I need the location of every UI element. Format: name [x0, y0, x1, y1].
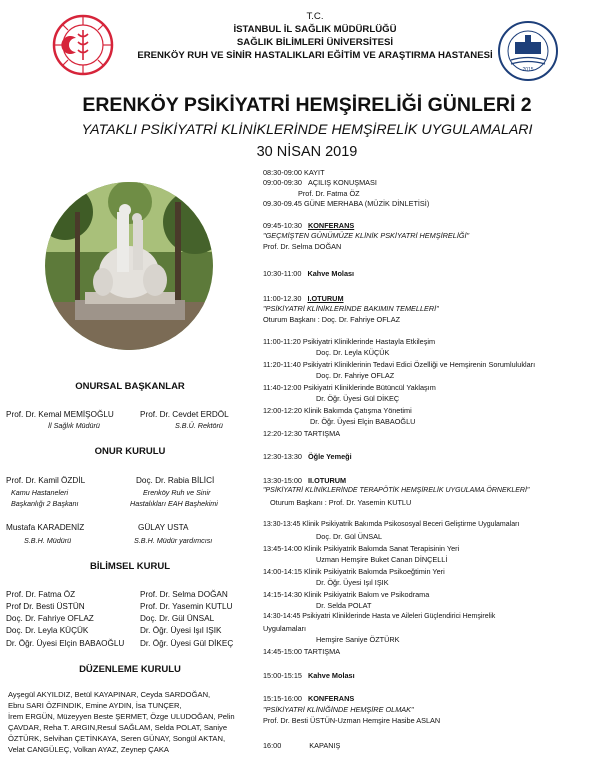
sched-item-2-speaker: Doç. Dr. Fahriye OFLAZ	[316, 371, 395, 380]
onur-name-1: Prof. Dr. Kamil ÖZDİL	[6, 476, 86, 485]
onursal-title: ONURSAL BAŞKANLAR	[75, 381, 185, 392]
duzenleme-line-3: İrem ERGÜN, Müzeyyen Beste ŞERMET, Özge ULUDOĞAN, Pelin	[8, 712, 235, 721]
sched-oturum-2-time: 13:30-15:00	[263, 476, 302, 485]
sched-acilis	[263, 178, 377, 187]
sched-item-9-speaker: Hemşire Saniye ÖZTÜRK	[316, 635, 400, 644]
sched-konferans-1-time: 09:45-10:30	[263, 221, 302, 230]
sched-item-5-speaker: Doç. Dr. Gül ÜNSAL	[316, 532, 383, 541]
sched-item-1-speaker: Doç. Dr. Leyla KÜÇÜK	[316, 348, 390, 357]
onur-role-2b: Hastalıkları EAH Başhekimi	[130, 499, 218, 508]
sched-item-5: 13:30-13:45 Klinik Psikiyatrik Bakımda Psikososyal Beceri Geliştirme Uygulamaları	[263, 521, 520, 528]
statue-photo	[45, 182, 213, 350]
sched-kapanis	[263, 741, 340, 750]
page-subtitle: YATAKLI PSİKİYATRİ KLİNİKLERİNDE HEMŞİRELİK UYGULAMALARI	[81, 122, 533, 138]
sched-oturum-1-label: I.OTURUM	[307, 294, 344, 303]
onur-name-4: GÜLAY USTA	[138, 523, 189, 532]
sched-item-6-speaker: Uzman Hemşire Buket Canan DİNÇELLİ	[316, 555, 448, 564]
duzenleme-title: DÜZENLEME KURULU	[79, 664, 181, 675]
bilimsel-right-1: Prof. Dr. Selma DOĞAN	[140, 590, 228, 599]
onursal-name-2: Prof. Dr. Cevdet ERDÖL	[140, 410, 229, 419]
sched-acilis-time: 09:00-09:30	[263, 178, 302, 187]
sched-konferans-1-label: KONFERANS	[307, 221, 355, 230]
sched-oturum-2-label: II.OTURUM	[307, 476, 347, 485]
sched-oturum-2	[263, 476, 346, 485]
onur-role-3: S.B.H. Müdürü	[24, 536, 72, 545]
duzenleme-line-4: ÇAVDAR, Reha T. ARGIN,Resul SAĞLAM, Selda POLAT, Saniye	[8, 723, 228, 732]
sched-ogle-time: 12:30-13:30	[263, 452, 302, 461]
sched-ogle-label: Öğle Yemeği	[307, 452, 352, 461]
sched-tartisma-2: 14:45-15:00 TARTIŞMA	[263, 647, 341, 656]
sched-item-6: 13:45-14:00 Klinik Psikiyatrik Bakımda Sanat Terapisinin Yeri	[263, 544, 460, 553]
sched-item-1: 11:00-11:20 Psikiyatri Kliniklerinde Hastayla Etkileşim	[263, 337, 436, 346]
left-logo	[52, 14, 114, 76]
sched-item-9: 14:30-14:45 Psikiyatri Kliniklerinde Hasta ve Aileleri Güçlendirici Hemşirelik	[263, 613, 496, 620]
sched-kahve-1	[263, 269, 354, 278]
onursal-role-1: İl Sağlık Müdürü	[48, 421, 100, 430]
bilimsel-right-4: Dr. Öğr. Üyesi Işıl IŞIK	[140, 626, 222, 635]
sched-acilis-label: AÇILIŞ KONUŞMASI	[307, 178, 377, 187]
duzenleme-line-1: Ayşegül AKYILDIZ, Betül KAYAPINAR, Ceyda SARDOĞAN,	[8, 690, 211, 699]
bilimsel-left-1: Prof. Dr. Fatma ÖZ	[6, 590, 76, 599]
sched-kahve-1-time: 10:30-11:00	[263, 269, 302, 278]
header-line-4: ERENKÖY RUH VE SİNİR HASTALIKLARI EĞİTİM VE ARAŞTIRMA HASTANESİ	[137, 50, 493, 61]
sched-item-3-speaker: Dr. Öğr. Üyesi Gül DİKEÇ	[316, 394, 400, 403]
sched-acilis-speaker: Prof. Dr. Fatma ÖZ	[298, 189, 360, 198]
sched-konferans-2-time: 15:15-16:00	[263, 694, 302, 703]
sched-konferans-2-label: KONFERANS	[307, 694, 355, 703]
event-date: 30 NİSAN 2019	[256, 144, 358, 160]
sched-oturum-2-topic: "PSİKİYATRİ KLİNİKLERİNDE TERAPÖTİK HEMŞİRELİK UYGULAMA ÖRNEKLERİ"	[263, 487, 530, 494]
sched-muzik: 09.30-09.45 GÜNE MERHABA (MÜZİK DİNLETİSİ)	[263, 199, 430, 208]
bilimsel-left-3: Doç. Dr. Fahriye OFLAZ	[6, 614, 94, 623]
page-title: ERENKÖY PSİKİYATRİ HEMŞİRELİĞİ GÜNLERİ 2	[82, 94, 532, 116]
sched-item-2: 11:20-11:40 Psikiyatri Kliniklerinin Tedavi Edici Özelliği ve Hemşirenin Sorumlulukları	[263, 360, 536, 369]
bilimsel-right-2: Prof. Dr. Yasemin KUTLU	[140, 602, 233, 611]
bilimsel-title: BİLİMSEL KURUL	[89, 561, 171, 572]
bilimsel-right-3: Doç. Dr. Gül ÜNSAL	[140, 614, 215, 623]
header-line-1: T.C.	[306, 11, 324, 22]
sched-item-8: 14:15-14:30 Klinik Psikiyatrik Bakım ve Psikodrama	[263, 590, 430, 599]
onur-title: ONUR KURULU	[94, 446, 166, 457]
sched-item-9-cont: Uygulamaları	[263, 624, 306, 633]
sched-konferans-1-topic: "GEÇMİŞTEN GÜNÜMÜZE KLİNİK PSKİYATRİ HEMŞİRELİĞİ"	[263, 231, 470, 240]
sched-item-3: 11:40-12:00 Psikiyatri Kliniklerinde Bütüncül Yaklaşım	[263, 383, 436, 392]
onur-role-4: S.B.H. Müdür yardımcısı	[134, 536, 213, 545]
right-logo-year: 2015	[522, 67, 534, 73]
duzenleme-line-5: ÖZTÜRK, Selvihan ÇETİNKAYA, Seren GÜNAY, Songül AKTAN,	[8, 734, 226, 743]
sched-konferans-1-speaker: Prof. Dr. Selma DOĞAN	[263, 242, 342, 251]
sched-ogle	[263, 452, 352, 461]
sched-oturum-1-chair: Oturum Başkanı : Doç. Dr. Fahriye OFLAZ	[263, 315, 401, 324]
onursal-name-1: Prof. Dr. Kemal MEMİŞOĞLU	[6, 410, 114, 419]
header-line-2: İSTANBUL İL SAĞLIK MÜDÜRLÜĞÜ	[233, 24, 397, 35]
bilimsel-left-4: Doç. Dr. Leyla KÜÇÜK	[6, 626, 89, 635]
onur-role-1b: Başkanlığı 2 Başkanı	[11, 499, 79, 508]
sched-konferans-2-speaker: Prof. Dr. Besti ÜSTÜN-Uzman Hemşire Hasibe ASLAN	[263, 716, 441, 725]
onur-name-3: Mustafa KARADENİZ	[6, 523, 85, 532]
duzenleme-line-6: Velat CANGÜLEÇ, Volkan AYAZ, Zeynep ÇAKA	[8, 745, 169, 754]
sched-item-4: 12:00-12:20 Klinik Bakımda Çatışma Yönetimi	[263, 406, 412, 415]
sched-kapanis-time: 16:00	[263, 741, 282, 750]
sched-oturum-2-chair: Oturum Başkanı : Prof. Dr. Yasemin KUTLU	[270, 498, 412, 507]
onur-name-2: Doç. Dr. Rabia BİLİCİ	[136, 476, 215, 485]
sched-kahve-2-label: Kahve Molası	[307, 671, 355, 680]
sched-kapanis-label: KAPANIŞ	[309, 741, 341, 750]
sched-kahve-2	[263, 671, 355, 680]
sched-kayit: 08:30-09:00 KAYIT	[263, 168, 325, 177]
onur-role-1a: Kamu Hastaneleri	[11, 488, 69, 497]
sched-konferans-1	[263, 221, 354, 230]
sched-oturum-1-time: 11:00-12.30	[263, 294, 302, 303]
sched-kahve-1-label: Kahve Molası	[307, 269, 355, 278]
bilimsel-left-5: Dr. Öğr. Üyesi Elçin BABAOĞLU	[6, 639, 125, 648]
sched-kahve-2-time: 15:00-15:15	[263, 671, 302, 680]
sched-item-4-speaker: Dr. Öğr. Üyesi Elçin BABAOĞLU	[310, 417, 416, 426]
sched-konferans-2-topic: "PSİKİYATRİ KLİNİĞİNDE HEMŞİRE OLMAK"	[263, 705, 414, 714]
bilimsel-left-2: Prof Dr. Besti ÜSTÜN	[6, 602, 85, 611]
duzenleme-line-2: Ebru SARI ÖZFINDIK, Emine AYDIN, İsa TUNÇER,	[8, 701, 182, 710]
header-line-3: SAĞLIK BİLİMLERİ ÜNİVERSİTESİ	[236, 37, 394, 48]
sched-konferans-2	[263, 694, 354, 703]
onursal-role-2: S.B.Ü. Rektörü	[175, 421, 223, 430]
sched-tartisma-1: 12:20-12:30 TARTIŞMA	[263, 429, 341, 438]
sched-oturum-1-topic: "PSİKİYATRİ KLİNİKLERİNDE BAKIMIN TEMELLERİ"	[263, 304, 439, 313]
sched-oturum-1	[263, 294, 344, 303]
bilimsel-right-5: Dr. Öğr. Üyesi Gül DİKEÇ	[140, 639, 234, 648]
sched-item-7: 14:00-14:15 Klinik Psikiyatrik Bakımda Psikoeğtimin Yeri	[263, 567, 445, 576]
onur-role-2a: Erenköy Ruh ve Sinir	[143, 488, 211, 497]
sched-item-7-speaker: Dr. Öğr. Üyesi Işıl IŞIK	[316, 578, 389, 587]
sched-item-8-speaker: Dr. Selda POLAT	[316, 601, 372, 610]
